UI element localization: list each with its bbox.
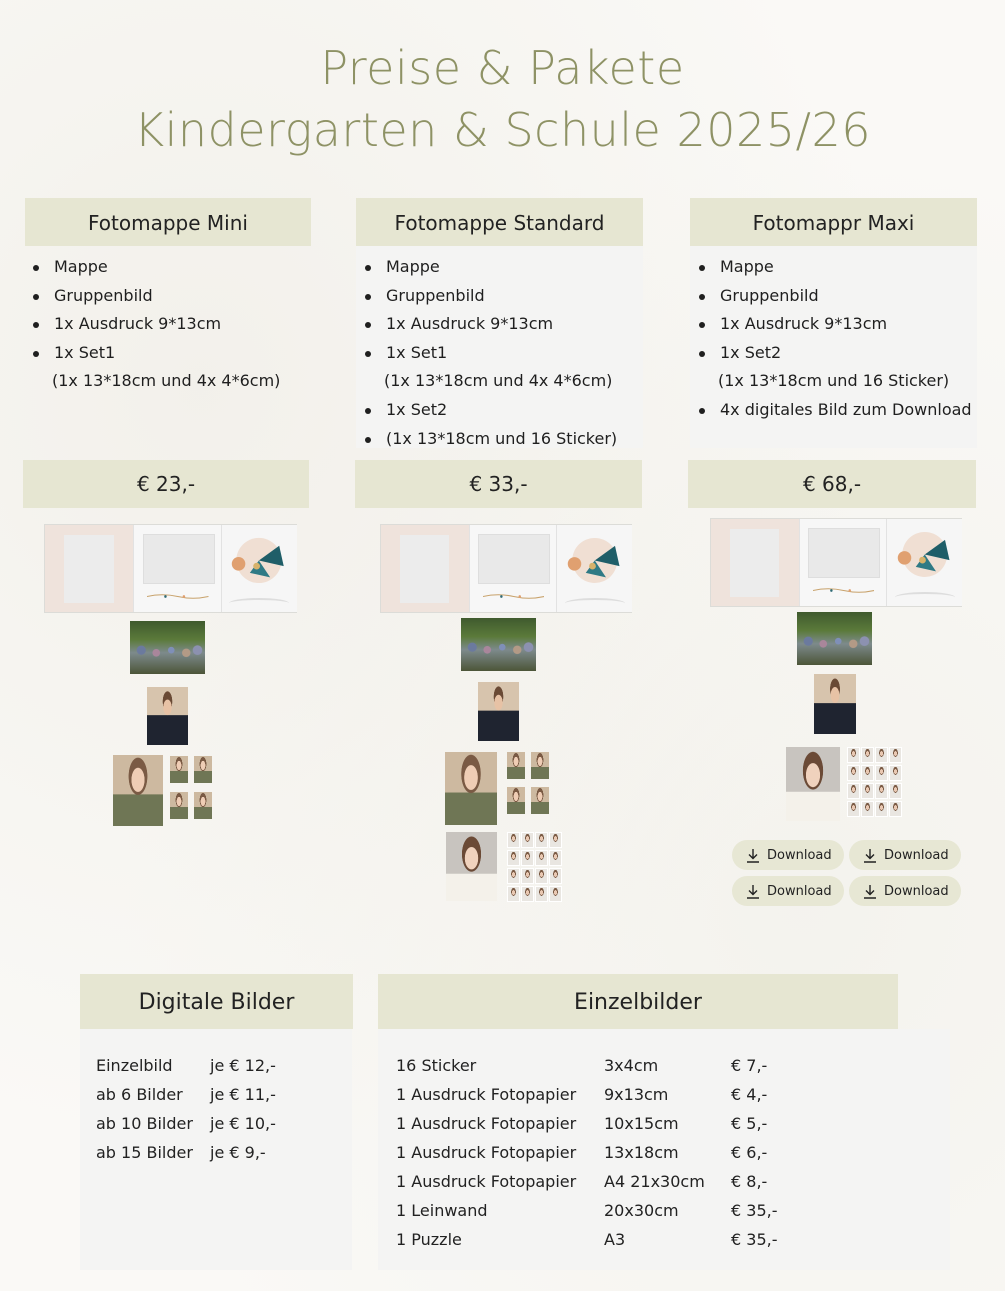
feature-set-detail: (1x 13*18cm und 4x 4*6cm) <box>52 371 281 391</box>
set1-small-prints <box>507 752 549 814</box>
butterfly-icon <box>891 524 959 585</box>
download-icon <box>863 884 877 899</box>
feature-item: (1x 13*18cm und 16 Sticker) <box>356 425 617 454</box>
download-icon <box>863 848 877 863</box>
feature-item: Gruppenbild <box>356 282 617 311</box>
row-item: 1 Puzzle <box>396 1230 462 1249</box>
portrait-print <box>478 682 519 741</box>
package-mini-features <box>24 253 280 396</box>
einzel-header <box>378 974 898 1029</box>
download-button[interactable] <box>732 876 844 906</box>
row-price: € 8,- <box>731 1172 768 1191</box>
row-price: je € 9,- <box>210 1143 266 1162</box>
download-button[interactable] <box>732 840 844 870</box>
download-label: Download <box>884 883 949 899</box>
row-item: 1 Ausdruck Fotopapier <box>396 1085 577 1104</box>
feature-item: 1x Ausdruck 9*13cm <box>356 310 617 339</box>
feature-item: 4x digitales Bild zum Download <box>690 396 972 425</box>
row-item: 1 Ausdruck Fotopapier <box>396 1114 577 1133</box>
row-price: € 4,- <box>731 1085 768 1104</box>
butterfly-icon <box>561 530 629 591</box>
feature-item: 1x Set1 <box>356 339 617 368</box>
package-standard-price: € 33,- <box>355 460 642 508</box>
feature-set-detail: (1x 13*18cm und 4x 4*6cm) <box>384 371 613 391</box>
page-title-line2: Kindergarten & Schule 2025/26 <box>133 103 872 157</box>
package-mini-header <box>25 198 311 246</box>
row-size: 9x13cm <box>604 1085 669 1104</box>
group-photo <box>130 621 205 674</box>
einzel-title: Einzelbilder <box>574 990 702 1015</box>
set-small-prints <box>170 756 212 819</box>
table-row <box>96 1080 183 1109</box>
package-maxi-price: € 68,- <box>688 460 976 508</box>
row-price: je € 12,- <box>210 1056 276 1075</box>
package-standard-features <box>356 253 617 453</box>
row-price: € 6,- <box>731 1143 768 1162</box>
feature-set-detail: (1x 13*18cm und 16 Sticker) <box>718 371 950 391</box>
row-item: 1 Ausdruck Fotopapier <box>396 1143 577 1162</box>
row-label: ab 10 Bilder <box>96 1114 193 1133</box>
row-price: je € 10,- <box>210 1114 276 1133</box>
row-price: € 5,- <box>731 1114 768 1133</box>
package-maxi-title: Fotomappr Maxi <box>752 211 915 235</box>
set2-stickers <box>507 832 562 902</box>
portrait-print <box>147 687 188 745</box>
row-label: Einzelbild <box>96 1056 173 1075</box>
package-maxi-features <box>690 253 972 425</box>
folder-mockup <box>380 524 632 613</box>
table-row <box>210 1051 276 1080</box>
package-maxi-header <box>690 198 977 246</box>
portrait-print <box>814 674 856 734</box>
row-size: 20x30cm <box>604 1201 679 1220</box>
download-label: Download <box>884 847 949 863</box>
table-row <box>96 1109 193 1138</box>
set2-portrait <box>446 832 497 901</box>
group-photo <box>461 618 536 671</box>
feature-item: Mappe <box>356 253 617 282</box>
feature-item: Gruppenbild <box>24 282 280 311</box>
feature-item: 1x Ausdruck 9*13cm <box>24 310 280 339</box>
folder-mockup <box>710 518 962 607</box>
download-label: Download <box>767 883 832 899</box>
row-label: ab 6 Bilder <box>96 1085 183 1104</box>
digital-header <box>80 974 353 1029</box>
download-button[interactable] <box>849 876 961 906</box>
feature-item: Gruppenbild <box>690 282 972 311</box>
row-size: A4 21x30cm <box>604 1172 705 1191</box>
row-size: 3x4cm <box>604 1056 659 1075</box>
row-price: € 35,- <box>731 1201 778 1220</box>
table-row <box>210 1138 266 1167</box>
feature-item: 1x Ausdruck 9*13cm <box>690 310 972 339</box>
set2-portrait <box>786 747 840 821</box>
download-icon <box>746 848 760 863</box>
row-item: 16 Sticker <box>396 1056 477 1075</box>
group-photo <box>797 612 872 665</box>
page-title-line1: Preise & Pakete <box>320 41 685 95</box>
folder-mockup <box>44 524 297 613</box>
row-size: A3 <box>604 1230 626 1249</box>
row-item: 1 Leinwand <box>396 1201 488 1220</box>
row-price: € 7,- <box>731 1056 768 1075</box>
set1-portrait <box>445 752 497 825</box>
table-row <box>96 1138 193 1167</box>
package-standard-title: Fotomappe Standard <box>394 211 605 235</box>
row-label: ab 15 Bilder <box>96 1143 193 1162</box>
package-standard-header <box>356 198 643 246</box>
row-price: je € 11,- <box>210 1085 276 1104</box>
table-row <box>96 1051 173 1080</box>
set-portrait <box>113 755 163 826</box>
download-icon <box>746 884 760 899</box>
feature-item: Mappe <box>24 253 280 282</box>
table-row <box>210 1080 276 1109</box>
digital-title: Digitale Bilder <box>138 990 295 1015</box>
row-size: 13x18cm <box>604 1143 679 1162</box>
row-item: 1 Ausdruck Fotopapier <box>396 1172 577 1191</box>
package-mini-price: € 23,- <box>23 460 309 508</box>
row-size: 10x15cm <box>604 1114 679 1133</box>
download-button[interactable] <box>849 840 961 870</box>
package-mini-title: Fotomappe Mini <box>88 211 248 235</box>
feature-item: 1x Set1 <box>24 339 280 368</box>
feature-item: 1x Set2 <box>690 339 972 368</box>
set2-stickers <box>847 747 902 817</box>
butterfly-icon <box>225 530 293 591</box>
feature-item: Mappe <box>690 253 972 282</box>
feature-item: 1x Set2 <box>356 396 617 425</box>
table-row <box>210 1109 276 1138</box>
row-price: € 35,- <box>731 1230 778 1249</box>
download-label: Download <box>767 847 832 863</box>
